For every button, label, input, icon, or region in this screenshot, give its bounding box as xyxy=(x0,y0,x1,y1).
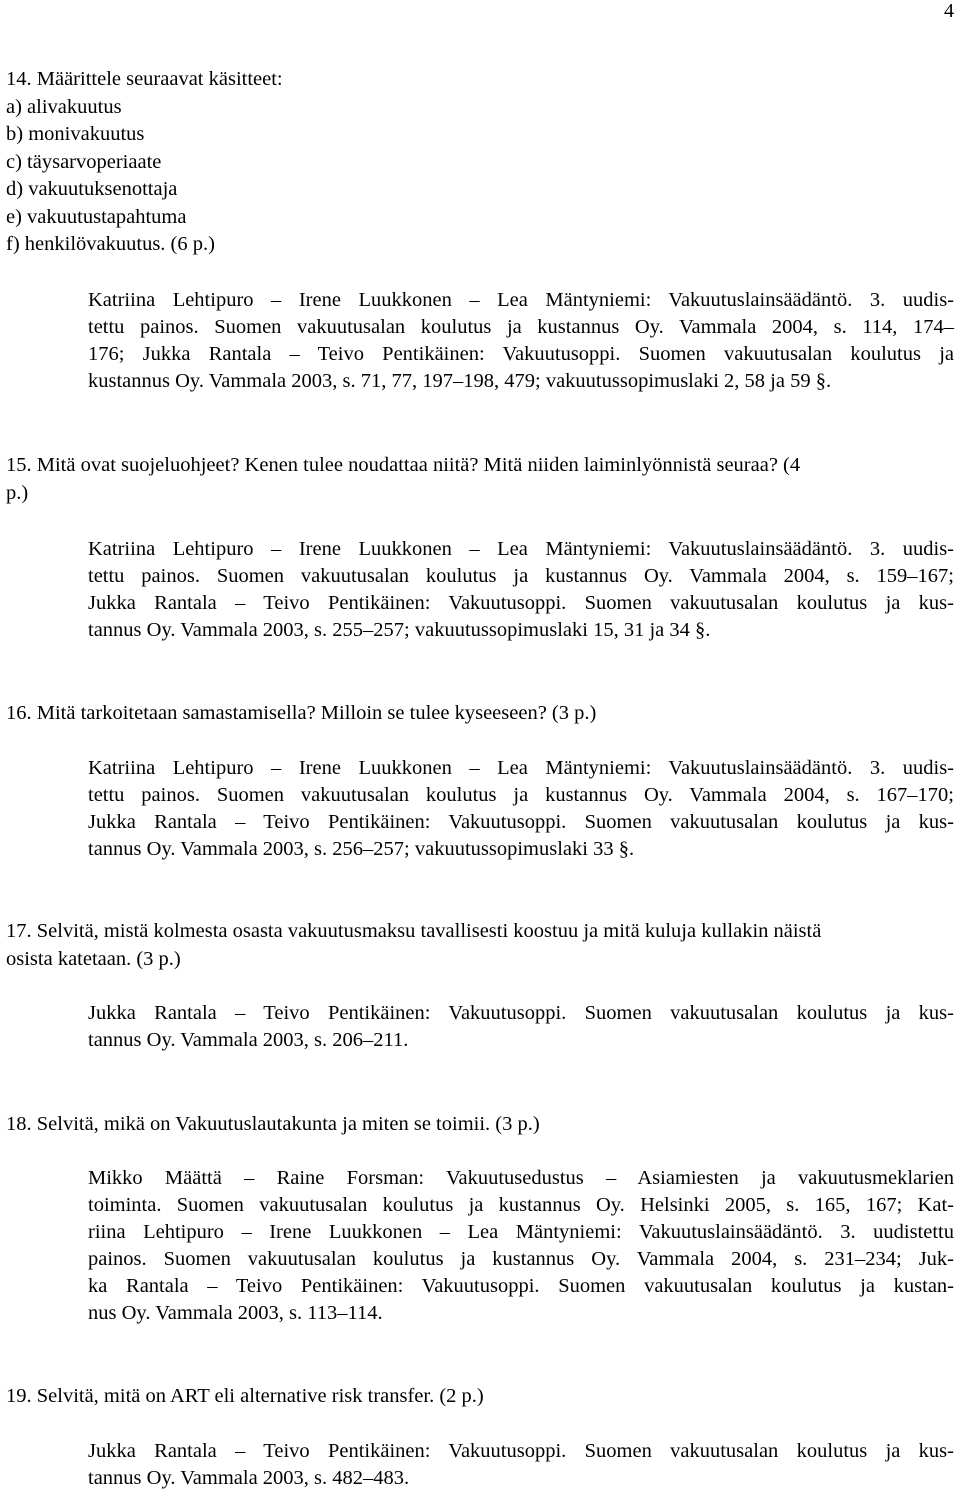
question-16-references xyxy=(88,755,954,863)
question-17-title: 17. Selvitä, mistä kolmesta osasta vakuutusmaksu tavallisesti koostuu ja mitä kuluja kullakin näistä xyxy=(6,920,822,942)
question-16 xyxy=(6,700,956,728)
option-d: d) vakuutuksenottaja xyxy=(6,178,178,200)
question-19 xyxy=(6,1383,956,1411)
question-15-references xyxy=(88,536,954,644)
reference-line: Katriina Lehtipuro – Irene Luukkonen – Lea Mäntyniemi: Vakuutuslainsäädäntö. 3. uudis- xyxy=(88,538,954,560)
question-17 xyxy=(6,918,956,973)
reference-line: tannus Oy. Vammala 2003, s. 482–483. xyxy=(88,1467,410,1489)
reference-line: Jukka Rantala – Teivo Pentikäinen: Vakuutusoppi. Suomen vakuutusalan koulutus ja kus- xyxy=(88,1440,954,1462)
question-18-title: 18. Selvitä, mikä on Vakuutuslautakunta ja miten se toimii. (3 p.) xyxy=(6,1113,540,1135)
question-16-title: 16. Mitä tarkoitetaan samastamisella? Milloin se tulee kyseeseen? (3 p.) xyxy=(6,702,597,724)
question-18-references xyxy=(88,1165,954,1327)
question-15 xyxy=(6,452,956,507)
reference-line: Jukka Rantala – Teivo Pentikäinen: Vakuutusoppi. Suomen vakuutusalan koulutus ja kus- xyxy=(88,811,954,833)
reference-line: tannus Oy. Vammala 2003, s. 206–211. xyxy=(88,1029,409,1051)
page-number: 4 xyxy=(944,0,954,22)
question-19-title: 19. Selvitä, mitä on ART eli alternative risk transfer. (2 p.) xyxy=(6,1385,484,1407)
option-b: b) monivakuutus xyxy=(6,123,145,145)
reference-line: riina Lehtipuro – Irene Luukkonen – Lea Mäntyniemi: Vakuutuslainsäädäntö. 3. uudistettu xyxy=(88,1221,954,1243)
reference-line: 176; Jukka Rantala – Teivo Pentikäinen: Vakuutusoppi. Suomen vakuutusalan koulutus ja xyxy=(88,343,954,365)
option-a: a) alivakuutus xyxy=(6,95,122,118)
reference-line: Mikko Määttä – Raine Forsman: Vakuutusedustus – Asiamiesten ja vakuutusmeklarien xyxy=(88,1167,954,1189)
question-17-references xyxy=(88,1000,954,1054)
reference-line: Katriina Lehtipuro – Irene Luukkonen – Lea Mäntyniemi: Vakuutuslainsäädäntö. 3. uudis- xyxy=(88,289,954,311)
reference-line: Jukka Rantala – Teivo Pentikäinen: Vakuutusoppi. Suomen vakuutusalan koulutus ja kus- xyxy=(88,1002,954,1024)
question-14 xyxy=(6,66,956,259)
reference-line: toiminta. Suomen vakuutusalan koulutus ja kustannus Oy. Helsinki 2005, s. 165, 167; Kat- xyxy=(88,1194,954,1216)
question-15-title: 15. Mitä ovat suojeluohjeet? Kenen tulee noudattaa niitä? Mitä niiden laiminlyönnistä seuraa? (4 xyxy=(6,454,801,476)
reference-line: tettu painos. Suomen vakuutusalan koulutus ja kustannus Oy. Vammala 2004, s. 159–167; xyxy=(88,565,954,587)
reference-line: tannus Oy. Vammala 2003, s. 255–257; vakuutussopimuslaki 15, 31 ja 34 §. xyxy=(88,619,711,641)
question-18 xyxy=(6,1111,956,1139)
reference-line: ka Rantala – Teivo Pentikäinen: Vakuutusoppi. Suomen vakuutusalan koulutus ja kustan- xyxy=(88,1275,954,1297)
reference-line: kustannus Oy. Vammala 2003, s. 71, 77, 197–198, 479; vakuutussopimuslaki 2, 58 ja 59 §. xyxy=(88,370,832,392)
option-e: e) vakuutustapahtuma xyxy=(6,205,187,228)
question-14-title: 14. Määrittele seuraavat käsitteet: xyxy=(6,68,283,90)
question-19-references xyxy=(88,1438,954,1492)
question-17-title-cont: osista katetaan. (3 p.) xyxy=(6,947,181,970)
reference-line: Jukka Rantala – Teivo Pentikäinen: Vakuutusoppi. Suomen vakuutusalan koulutus ja kus- xyxy=(88,592,954,614)
reference-line: painos. Suomen vakuutusalan koulutus ja kustannus Oy. Vammala 2004, s. 231–234; Juk- xyxy=(88,1248,954,1270)
question-15-title-cont: p.) xyxy=(6,481,29,504)
reference-line: tettu painos. Suomen vakuutusalan koulutus ja kustannus Oy. Vammala 2004, s. 167–170; xyxy=(88,784,954,806)
question-14-references xyxy=(88,287,954,395)
option-f: f) henkilövakuutus. (6 p.) xyxy=(6,233,215,255)
reference-line: nus Oy. Vammala 2003, s. 113–114. xyxy=(88,1302,383,1324)
reference-line: Katriina Lehtipuro – Irene Luukkonen – Lea Mäntyniemi: Vakuutuslainsäädäntö. 3. uudis- xyxy=(88,757,954,779)
reference-line: tettu painos. Suomen vakuutusalan koulutus ja kustannus Oy. Vammala 2004, s. 114, 174– xyxy=(88,316,954,338)
reference-line: tannus Oy. Vammala 2003, s. 256–257; vakuutussopimuslaki 33 §. xyxy=(88,838,635,860)
option-c: c) täysarvoperiaate xyxy=(6,150,162,173)
